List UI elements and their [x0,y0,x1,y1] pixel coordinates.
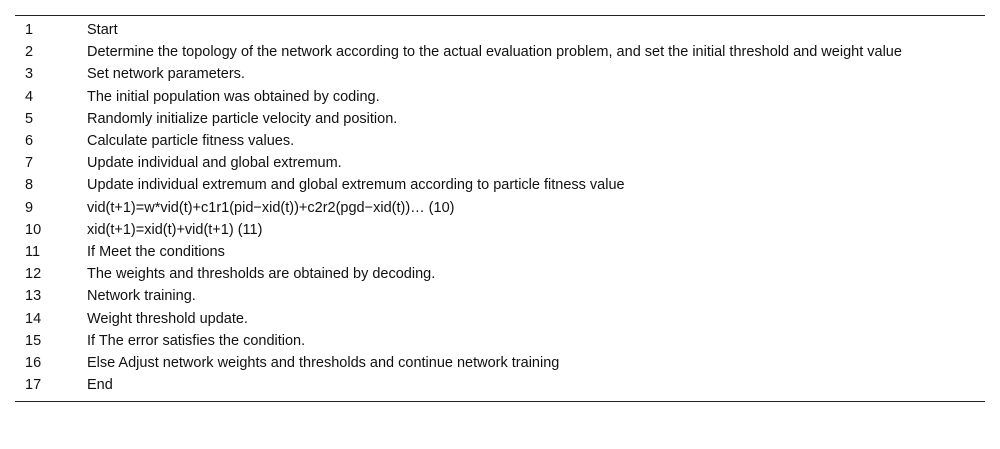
table-row [15,19,985,41]
step-number: 3 [25,66,34,83]
table-row [15,352,985,374]
step-number: 8 [25,177,34,194]
step-text: The weights and thresholds are obtained by decoding. [87,266,436,283]
step-text: Weight threshold update. [87,310,248,327]
table-row [15,307,985,329]
step-text: Determine the topology of the network according to the actual evaluation problem, and set the initial threshold and weight value [87,44,902,61]
step-text: Update individual and global extremum. [87,155,342,172]
table-row [15,241,985,263]
table-row [15,374,985,396]
step-text: End [87,377,113,394]
step-number: 4 [25,88,34,105]
table-row [15,63,985,85]
step-number: 15 [25,332,42,349]
step-number: 5 [25,110,34,127]
step-number: 16 [25,354,42,371]
step-number: 1 [25,22,34,39]
step-number: 14 [25,310,42,327]
step-text: Else Adjust network weights and thresholds and continue network training [87,354,560,371]
step-number: 6 [25,133,34,150]
step-number: 17 [25,377,42,394]
table-row [15,108,985,130]
table-row [15,263,985,285]
step-text: xid(t+1)=xid(t)+vid(t+1) (11) [87,221,263,238]
step-text: Update individual extremum and global extremum according to particle fitness value [87,177,625,194]
table-row [15,86,985,108]
step-text: If Meet the conditions [87,243,225,260]
step-number: 12 [25,266,42,283]
step-text: Randomly initialize particle velocity and position. [87,110,398,127]
step-text: If The error satisfies the condition. [87,332,306,349]
step-text: vid(t+1)=w*vid(t)+c1r1(pid−xid(t))+c2r2(pgd−xid(t))… (10) [87,199,455,216]
table-row [15,41,985,63]
step-number: 7 [25,155,34,172]
step-number: 9 [25,199,34,216]
step-text: Calculate particle fitness values. [87,133,295,150]
step-number: 13 [25,288,42,305]
table-row [15,197,985,219]
step-text: Set network parameters. [87,66,245,83]
table-row [15,152,985,174]
step-text: The initial population was obtained by coding. [87,88,380,105]
table-row [15,174,985,196]
step-number: 10 [25,221,42,238]
step-text: Network training. [87,288,196,305]
step-number: 2 [25,44,34,61]
table-row [15,330,985,352]
algorithm-steps-table [15,15,985,402]
table-row [15,285,985,307]
step-text: Start [87,22,118,39]
table-row [15,219,985,241]
step-number: 11 [25,243,41,260]
table-row [15,130,985,152]
